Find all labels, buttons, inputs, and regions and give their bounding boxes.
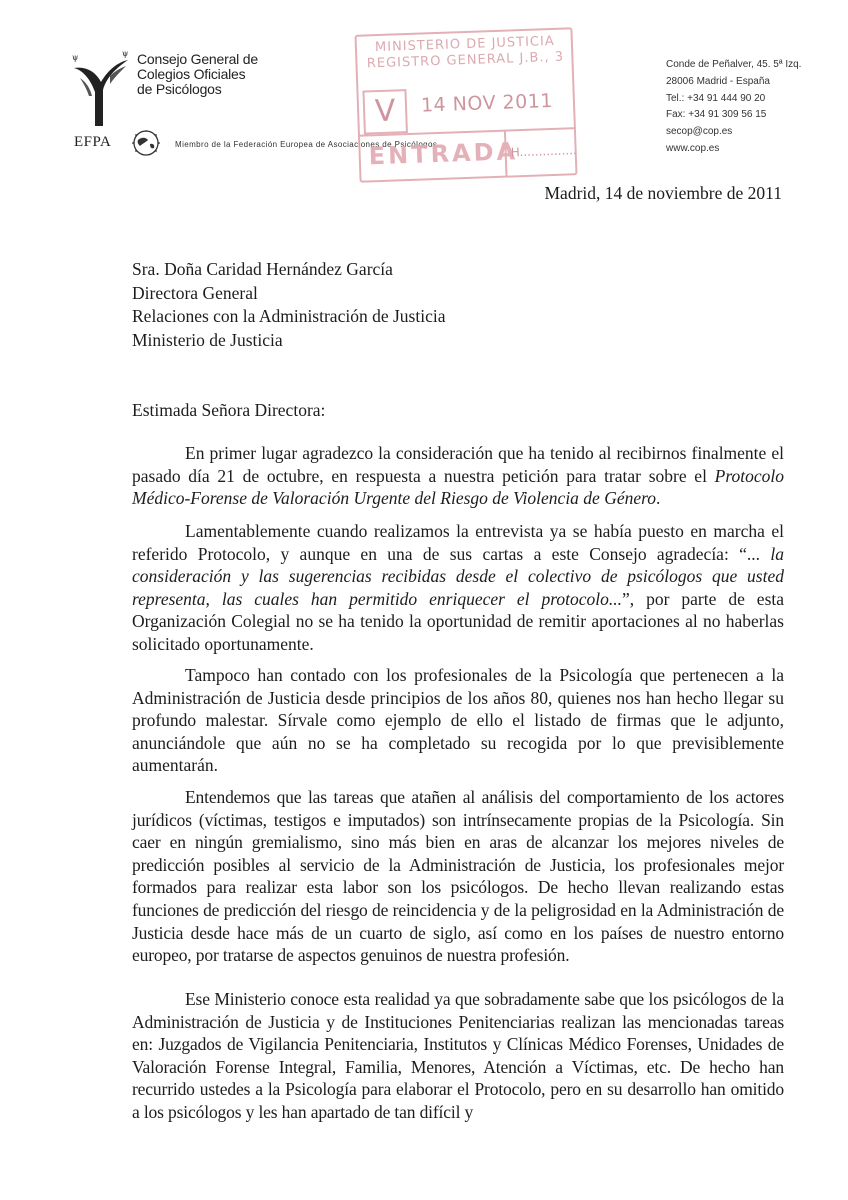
recipient-title: Directora General [132,282,258,303]
paragraph-text-run: Lamentablemente cuando realizamos la entrevista ya se había puesto en marcha el referido Protocolo, y aunque en una de sus cartas a este Consejo agradecía: “... [132,521,784,564]
org-name-line: Colegios Oficiales [137,66,246,82]
paragraph-text: Ese Ministerio conoce esta realidad ya que sobradamente sabe que los psicólogos de la Administración de Justicia y de Instituciones Penitenciarias realizan las mencionadas tareas en: Juzgados de Vigilancia Penitenciaria, Institutos y Clínicas Médico Forenses, Unidades de Valoración Forense Integral, Familia, Menores, Atención a Víctimas, etc. De hecho han recurrido ustedes a la Psicología para elaborar el Protocolo, pero en su desarrollo han omitido a los psicólogos y les han apartado de tan difícil y [132,989,784,1122]
paragraph-text: Tampoco han contado con los profesionales de la Psicología que pertenecen a la Administración de Justicia desde principios de los años 80, quienes nos han hecho llegar su profundo malestar. Sírvale como ejemplo de ello el listado de firmas que le adjunto, anunciándole que aún no se ha completado su recogida por lo que previsiblemente aumentarán. [132,665,784,776]
paragraph-2 [132,520,784,656]
cop-logo-icon [68,48,134,130]
contact-email: secop@cop.es [666,126,733,138]
recipient-name: Sra. Doña Caridad Hernández García [132,259,393,279]
contact-block [666,57,801,158]
contact-phone: Tel.: +34 91 444 90 20 [666,92,766,104]
registration-stamp [354,27,577,183]
quoted-text: la consideración y las sugerencias recibidas desde el colectivo de psicólogos que usted representa, las cuales han permitido enriquecer el protocolo... [132,543,784,609]
paragraph-5 [132,988,784,1124]
org-name-line: de Psicólogos [137,81,222,97]
stamp-type: ENTRADA [368,137,519,171]
paragraph-text: Entendemos que las tareas que atañen al análisis del comportamiento de los actores jurídicos (víctimas, testigos e imputados) son intrínsecamente propias de la Psicología. Sin caer en ningún gremialismo, sino más bien en aras de alcanzar los mejores niveles de predicción posibles al servicio de la Administración de Justicia, los profesionales mejor formados para realizar esta labor son los psicólogos. De hecho llevan realizando estas funciones de predicción del riesgo de reincidencia y de la peligrosidad en la Administración de Justicia desde hace más de un cuarto de siglo, así como en los países de nuestro entorno europeo, por tratarse de aspectos genuinos de nuestra profesión. [132,787,784,966]
efpa-member-text: Miembro de la Federación Europea de Asociaciones de Psicólogos [175,140,438,149]
globe-icon [128,128,164,158]
stamp-line: REGISTRO GENERAL J.B., 3 [366,49,565,72]
paragraph-text-run: ”, por parte de esta Organización Colegial no se ha tenido la oportunidad de remitir aportaciones al no haberlas solicitado oportunamente. [132,588,785,654]
stamp-line: MINISTERIO DE JUSTICIA [374,33,555,56]
recipient-department: Relaciones con la Administración de Justicia [132,306,446,326]
contact-fax: Fax: +34 91 309 56 15 [666,109,767,121]
paragraph-text-run: . [656,488,661,509]
stamp-h-field: H............... [510,143,577,160]
letter-date: Madrid, 14 de noviembre de 2011 [544,183,782,203]
org-name-line: Consejo General de [137,51,258,67]
org-name [137,52,258,97]
recipient-ministry: Ministerio de Justicia [132,329,283,350]
paragraph-text [132,520,784,656]
stamp-box-letter: V [362,89,408,135]
svg-text:ψ: ψ [72,53,79,62]
protocol-title: Protocolo Médico-Forense de Valoración Urgente del Riesgo de Violencia de Género [132,465,784,509]
paragraph-1 [132,442,784,510]
recipient-block [132,258,445,352]
paragraph-text-run: En primer lugar agradezco la consideración que ha tenido al recibirnos finalmente el pasado día 21 de octubre, en respuesta a nuestra petición para tratar sobre el [132,443,784,486]
svg-text:ψ: ψ [122,49,129,58]
paragraph-4 [132,786,784,967]
efpa-logo: EFPA [74,134,112,150]
stamp-date: 14 NOV 2011 [420,89,554,117]
contact-address: Conde de Peñalver, 45. 5ª Izq. [666,59,802,70]
salutation: Estimada Señora Directora: [132,400,326,420]
paragraph-text [132,442,784,510]
paragraph-3 [132,664,784,777]
contact-city: 28006 Madrid - España [666,75,770,87]
contact-website: www.cop.es [666,142,720,154]
